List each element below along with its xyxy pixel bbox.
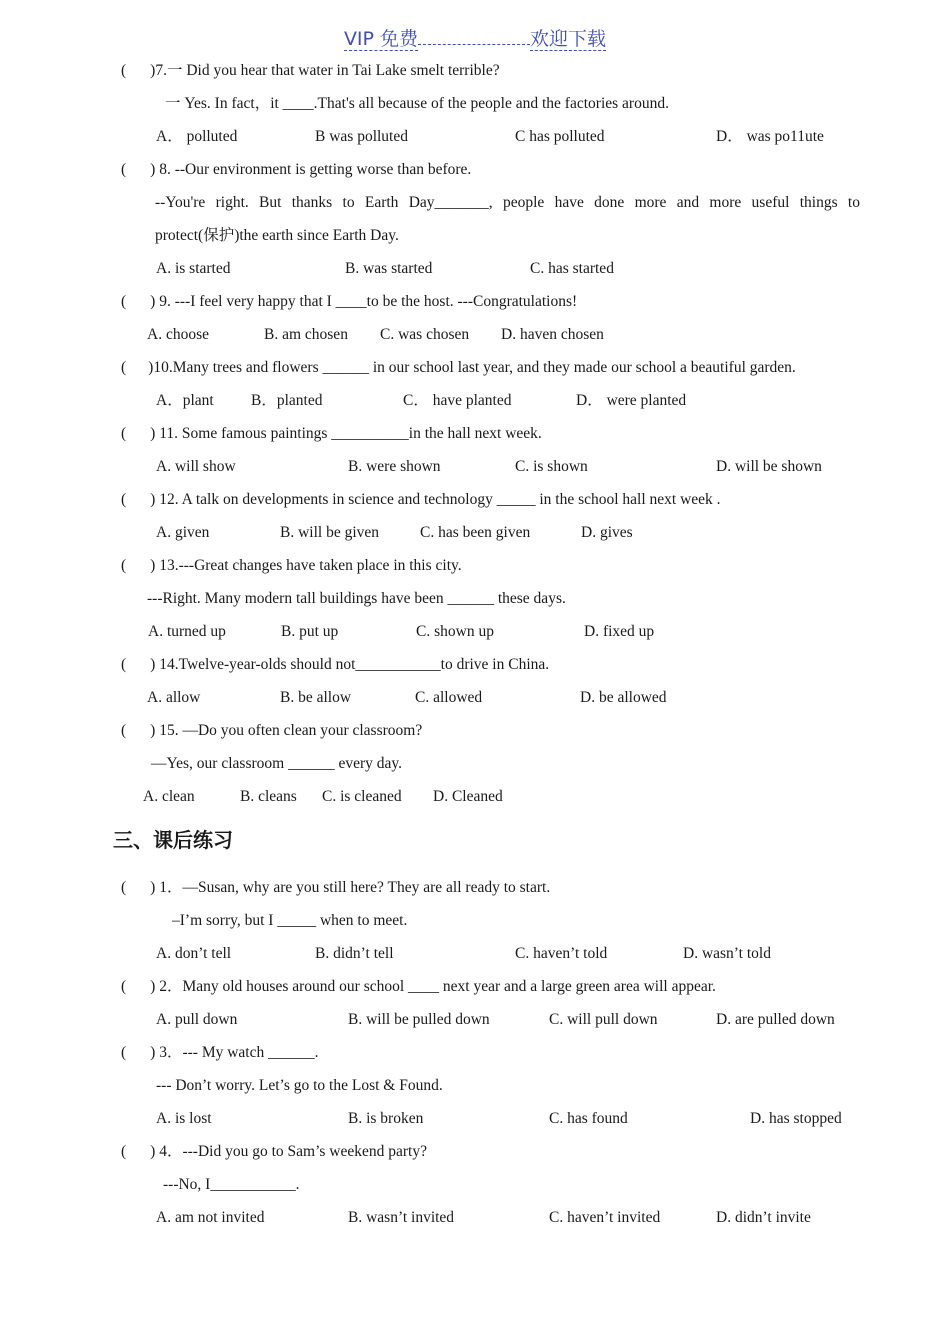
q11-option-b[interactable]: B. were shown: [348, 458, 441, 475]
p2-option-a[interactable]: A. pull down: [156, 1011, 238, 1028]
practice-1: ( ) 1．—Susan, why are you still here? They are all ready to start.: [121, 879, 551, 896]
q12-option-b[interactable]: B. will be given: [280, 524, 380, 541]
q9-option-a[interactable]: A. choose: [147, 326, 209, 343]
p4-option-b[interactable]: B. wasn’t invited: [348, 1209, 455, 1226]
practice-3: ( ) 3．--- My watch ______.: [121, 1044, 319, 1061]
q7-option-b[interactable]: B was polluted: [315, 128, 408, 145]
question-8-line-3: protect(保护)the earth since Earth Day.: [155, 227, 399, 244]
question-8-line-2: --You're right. But thanks to Earth Day_______, people have done more and more useful things to: [155, 194, 860, 211]
q8-option-c[interactable]: C. has started: [530, 260, 614, 277]
p1-option-a[interactable]: A. don’t tell: [156, 945, 232, 962]
vip-free-link[interactable]: VIP 免费: [343, 28, 419, 50]
q15-option-b[interactable]: B. cleans: [240, 788, 297, 805]
question-14: ( ) 14.Twelve-year-olds should not___________to drive in China.: [121, 656, 550, 673]
q7-option-c[interactable]: C has polluted: [515, 128, 605, 145]
q13-option-b[interactable]: B. put up: [281, 623, 339, 640]
q11-option-c[interactable]: C. is shown: [515, 458, 588, 475]
question-13-line-2: ---Right. Many modern tall buildings have been ______ these days.: [147, 590, 566, 607]
q11-option-d[interactable]: D. will be shown: [716, 458, 822, 475]
p4-option-c[interactable]: C. haven’t invited: [549, 1209, 661, 1226]
q14-option-c[interactable]: C. allowed: [415, 689, 483, 706]
q12-option-c[interactable]: C. has been given: [420, 524, 531, 541]
q8-option-b[interactable]: B. was started: [345, 260, 433, 277]
p1-option-d[interactable]: D. wasn’t told: [683, 945, 771, 962]
question-12: ( ) 12. A talk on developments in science and technology _____ in the school hall next week .: [121, 491, 721, 508]
q9-option-c[interactable]: C. was chosen: [380, 326, 470, 343]
q13-option-d[interactable]: D. fixed up: [584, 623, 655, 640]
question-7-answer-line: 一 Yes. In fact，it ____.That's all because of the people and the factories around.: [165, 95, 669, 112]
q14-option-a[interactable]: A. allow: [147, 689, 201, 706]
q7-option-a[interactable]: A． polluted: [156, 128, 238, 145]
question-9: ( ) 9. ---I feel very happy that I ____to be the host. ---Congratulations!: [121, 293, 578, 310]
p4-option-a[interactable]: A. am not invited: [156, 1209, 265, 1226]
practice-1-line-2: –I’m sorry, but I _____ when to meet.: [172, 912, 408, 929]
question-7: ( )7.一 Did you hear that water in Tai Lake smelt terrible?: [121, 62, 500, 79]
q13-option-a[interactable]: A. turned up: [148, 623, 226, 640]
question-13: ( ) 13.---Great changes have taken place in this city.: [121, 557, 462, 574]
p1-option-c[interactable]: C. haven’t told: [515, 945, 608, 962]
q12-option-d[interactable]: D. gives: [581, 524, 633, 541]
practice-2: ( ) 2．Many old houses around our school ____ next year and a large green area will appear.: [121, 978, 716, 995]
p2-option-b[interactable]: B. will be pulled down: [348, 1011, 490, 1028]
p2-option-c[interactable]: C. will pull down: [549, 1011, 658, 1028]
q8-option-a[interactable]: A. is started: [156, 260, 231, 277]
q10-option-c[interactable]: C． have planted: [403, 392, 512, 409]
p3-option-a[interactable]: A. is lost: [156, 1110, 212, 1127]
practice-4-line-2: ---No, I___________.: [163, 1176, 300, 1193]
q15-option-d[interactable]: D. Cleaned: [433, 788, 503, 805]
q15-option-c[interactable]: C. is cleaned: [322, 788, 402, 805]
practice-3-line-2: --- Don’t worry. Let’s go to the Lost & Found.: [156, 1077, 443, 1094]
q11-option-a[interactable]: A. will show: [156, 458, 236, 475]
question-10: ( )10.Many trees and flowers ______ in our school last year, and they made our school a beautiful garden.: [121, 359, 796, 376]
q14-option-d[interactable]: D. be allowed: [580, 689, 667, 706]
p3-option-b[interactable]: B. is broken: [348, 1110, 424, 1127]
q10-option-d[interactable]: D． were planted: [576, 392, 687, 409]
p4-option-d[interactable]: D. didn’t invite: [716, 1209, 811, 1226]
practice-4: ( ) 4．---Did you go to Sam’s weekend party?: [121, 1143, 427, 1160]
question-8: ( ) 8. --Our environment is getting worse than before.: [121, 161, 472, 178]
header-gap: [418, 30, 530, 45]
q7-option-d[interactable]: D． was po11ute: [716, 128, 824, 145]
question-15: ( ) 15. —Do you often clean your classroom?: [121, 722, 423, 739]
p2-option-d[interactable]: D. are pulled down: [716, 1011, 835, 1028]
q13-option-c[interactable]: C. shown up: [416, 623, 494, 640]
question-15-line-2: —Yes, our classroom ______ every day.: [151, 755, 402, 772]
q10-option-b[interactable]: B．planted: [251, 392, 323, 409]
q9-option-b[interactable]: B. am chosen: [264, 326, 348, 343]
q15-option-a[interactable]: A. clean: [143, 788, 195, 805]
p3-option-c[interactable]: C. has found: [549, 1110, 628, 1127]
page-header: [0, 24, 950, 51]
p3-option-d[interactable]: D. has stopped: [750, 1110, 842, 1127]
welcome-download-link[interactable]: 欢迎下载: [530, 28, 607, 50]
q9-option-d[interactable]: D. haven chosen: [501, 326, 604, 343]
section-title: 三、课后练习: [113, 828, 233, 852]
q12-option-a[interactable]: A. given: [156, 524, 210, 541]
question-11: ( ) 11. Some famous paintings __________in the hall next week.: [121, 425, 542, 442]
p1-option-b[interactable]: B. didn’t tell: [315, 945, 394, 962]
q14-option-b[interactable]: B. be allow: [280, 689, 352, 706]
q10-option-a[interactable]: A．plant: [156, 392, 214, 409]
